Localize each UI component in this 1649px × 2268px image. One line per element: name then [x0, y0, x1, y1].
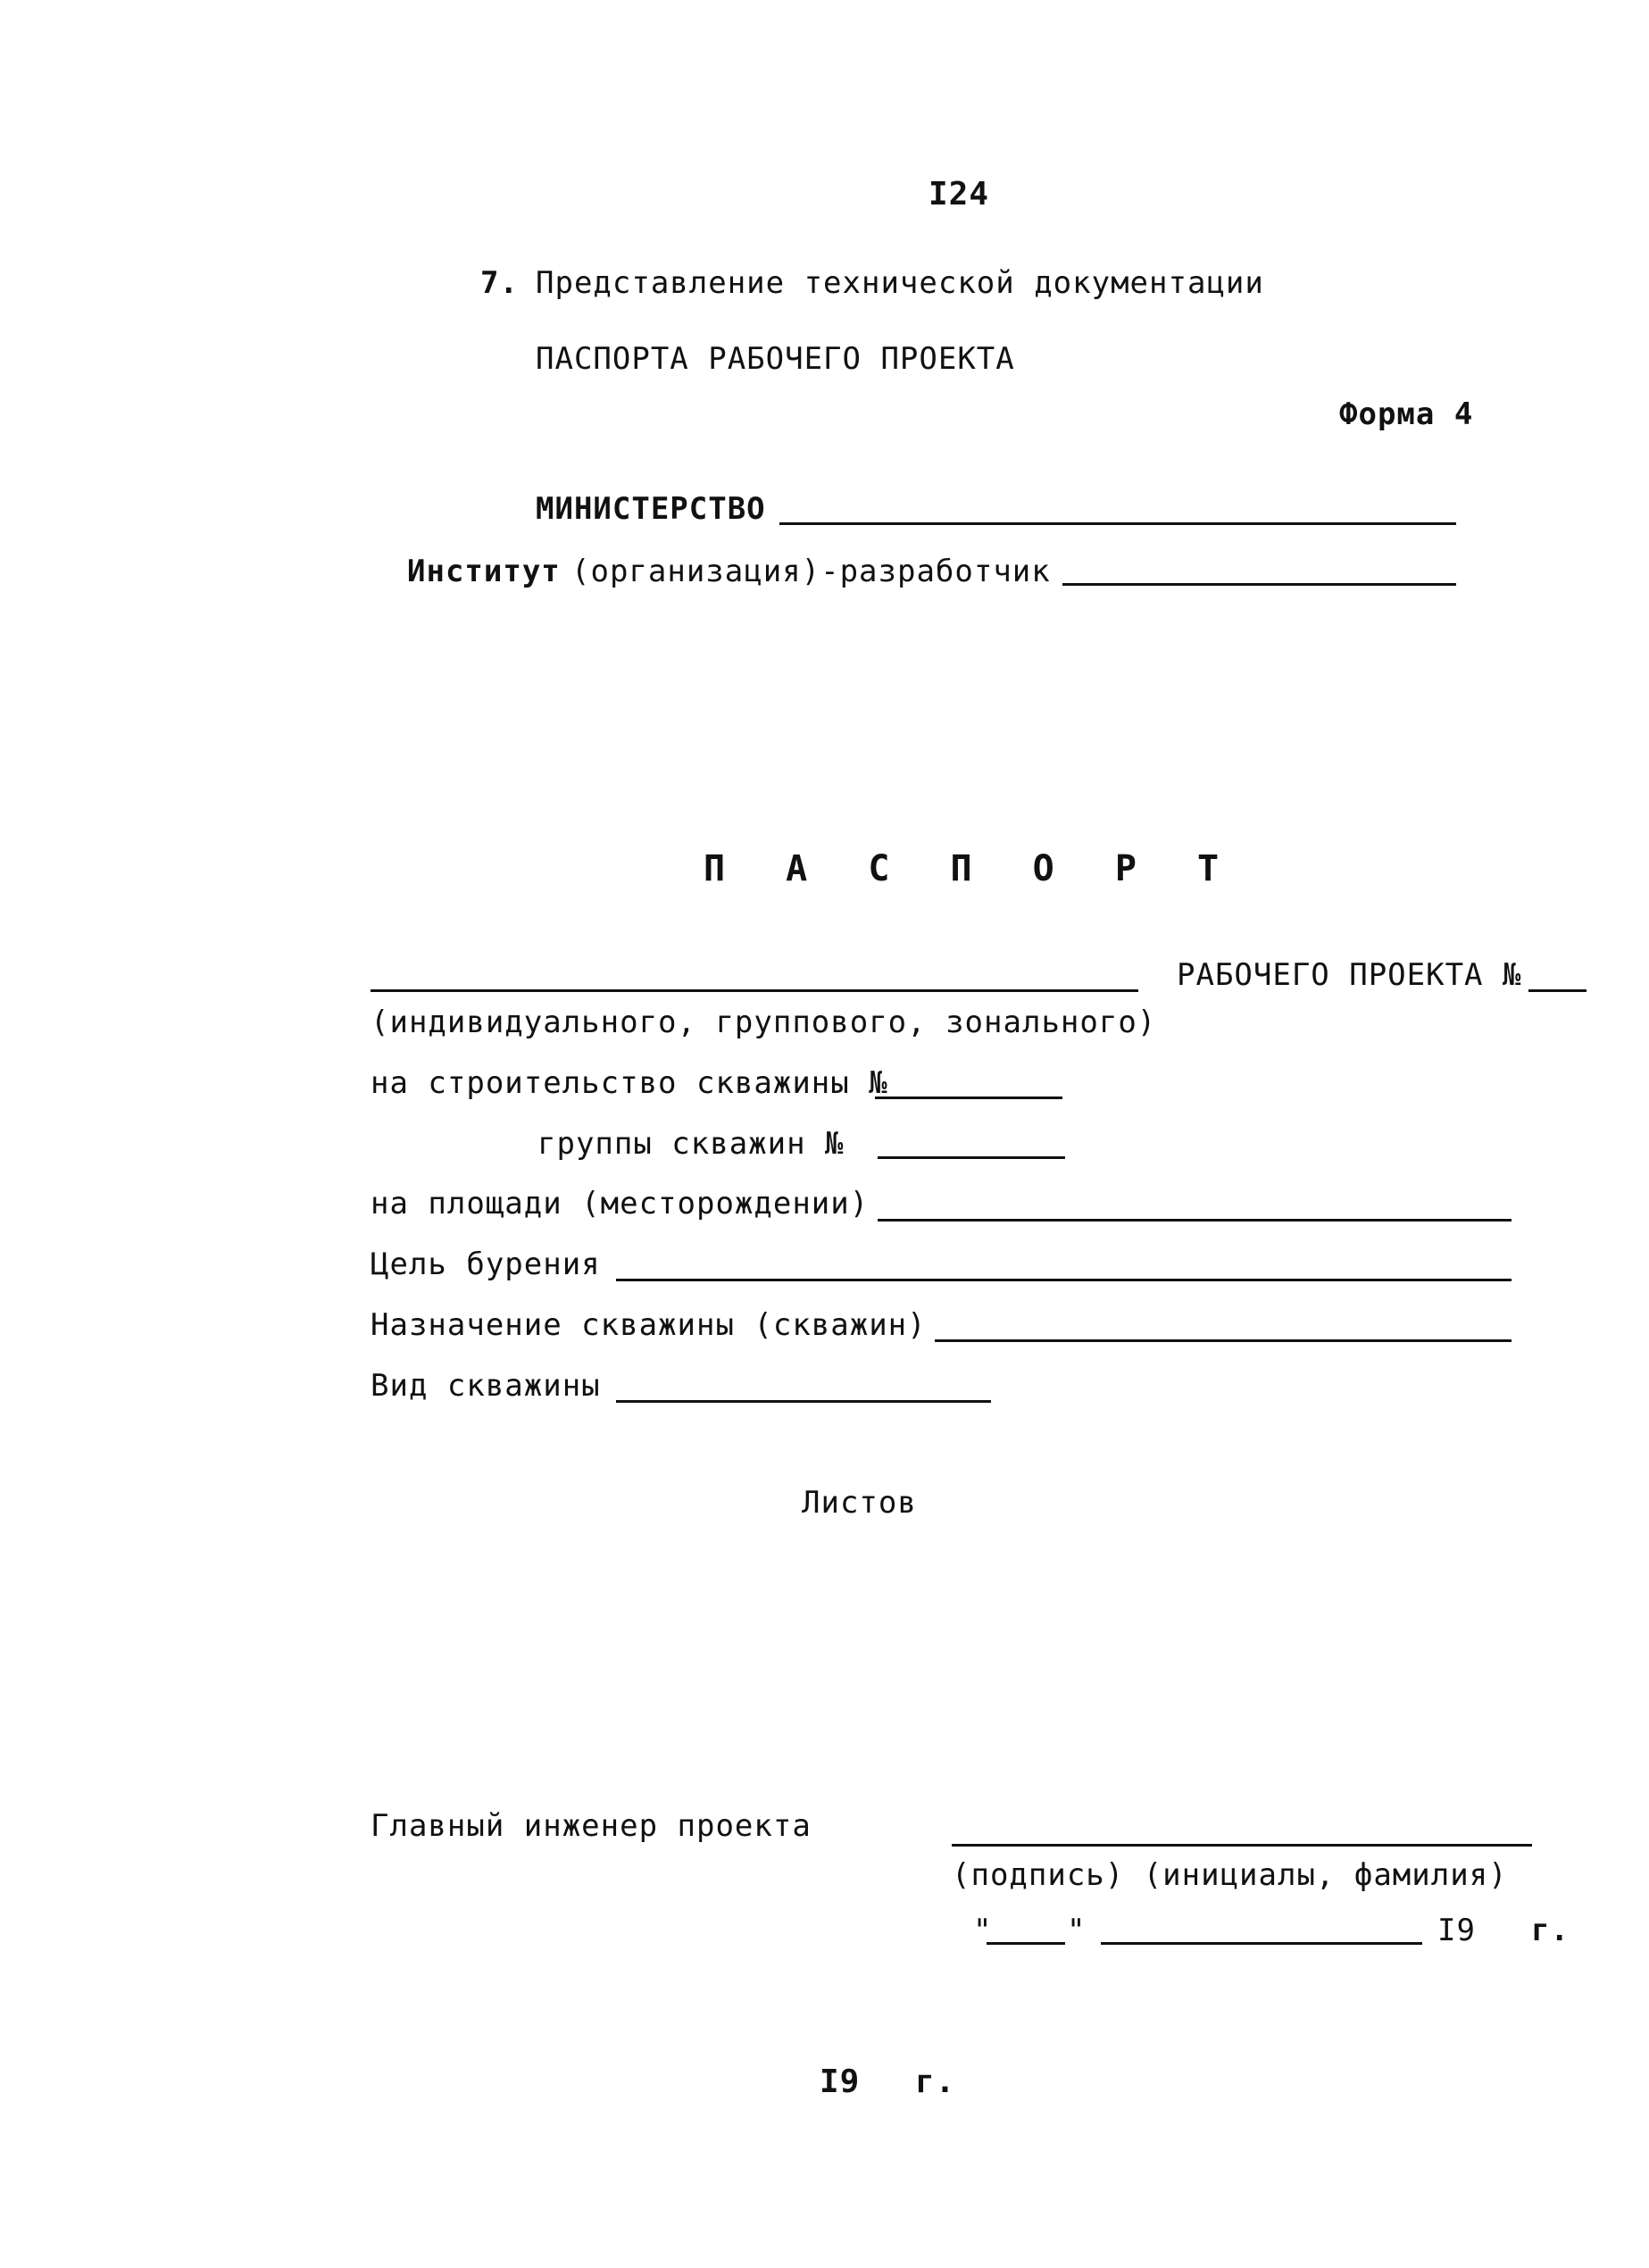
passport-title: П А С П О Р Т: [704, 848, 1239, 889]
well-group-number-input-line[interactable]: [878, 1156, 1065, 1159]
well-purpose-input-line[interactable]: [935, 1339, 1512, 1342]
chief-engineer-label: Главный инженер проекта: [371, 1808, 812, 1844]
section-title: Представление технической документации: [536, 265, 1264, 301]
date-month-input-line[interactable]: [1101, 1942, 1422, 1945]
area-label: на площади (месторождении): [371, 1186, 870, 1222]
well-number-input-line[interactable]: [875, 1096, 1062, 1099]
drilling-goal-input-line[interactable]: [616, 1279, 1512, 1281]
project-type-hint: (индивидуального, группового, зонального): [371, 1005, 1157, 1040]
sheets-label: Листов: [802, 1485, 917, 1521]
well-construction-label: на строительство скважины №: [371, 1065, 888, 1101]
institute-input-line[interactable]: [1062, 583, 1456, 586]
well-purpose-label: Назначение скважины (скважин): [371, 1307, 927, 1343]
project-type-input-line[interactable]: [371, 989, 1138, 992]
date-day-input-line[interactable]: [987, 1942, 1065, 1945]
signature-input-line[interactable]: [952, 1844, 1532, 1847]
document-subtitle: ПАСПОРТА РАБОЧЕГО ПРОЕКТА: [536, 341, 1015, 377]
project-number-input-line[interactable]: [1528, 989, 1587, 992]
ministry-label: МИНИСТЕРСТВО: [536, 491, 766, 527]
well-type-input-line[interactable]: [616, 1400, 991, 1403]
signature-hint: (подпись) (инициалы, фамилия): [952, 1857, 1508, 1893]
footer-year-prefix: I9: [820, 2064, 861, 2100]
project-label: РАБОЧЕГО ПРОЕКТА №: [1177, 957, 1522, 993]
well-type-label: Вид скважины: [371, 1368, 601, 1404]
well-group-label: группы скважин №: [537, 1126, 845, 1162]
drilling-goal-label: Цель бурения: [371, 1247, 601, 1282]
date-year-prefix: I9: [1437, 1913, 1476, 1948]
institute-label: (организация)-разработчик: [571, 554, 1051, 589]
date-quote-open: ": [973, 1913, 993, 1948]
form-label: Форма 4: [1339, 396, 1474, 432]
area-input-line[interactable]: [878, 1219, 1512, 1222]
date-year-suffix: г.: [1531, 1913, 1570, 1948]
page-number: I24: [929, 176, 990, 213]
section-number: 7.: [480, 265, 519, 301]
date-quote-close: ": [1067, 1913, 1087, 1948]
ministry-input-line[interactable]: [779, 522, 1456, 525]
footer-year-suffix: г.: [915, 2064, 956, 2100]
institute-label-bold: Институт: [407, 554, 561, 589]
